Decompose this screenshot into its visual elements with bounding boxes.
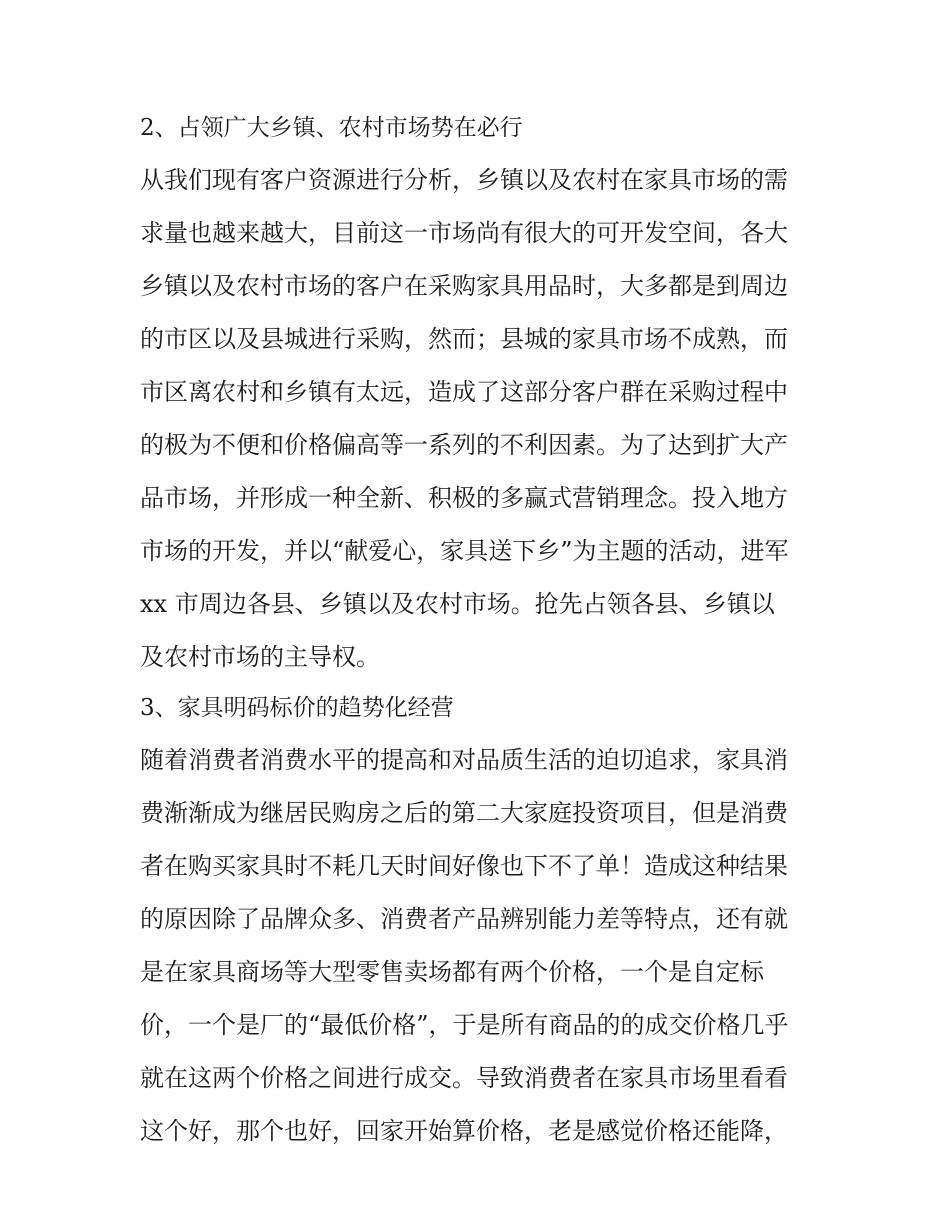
section-2-line: 求量也越来越大，目前这一市场尚有很大的可开发空间，各大 (140, 219, 788, 247)
section-2-line: 市区离农村和乡镇有太远，造成了这部分客户群在采购过程中 (140, 378, 788, 406)
section-2-heading: 2、占领广大乡镇、农村市场势在必行 (140, 115, 523, 141)
section-3-line: 费渐渐成为继居民购房之后的第二大家庭投资项目，但是消费 (140, 799, 788, 827)
section-3-line: 这个好，那个也好，回家开始算价格，老是感觉价格还能降， (140, 1117, 788, 1145)
section-3-line: 者在购买家具时不耗几天时间好像也下不了单！造成这种结果 (140, 852, 788, 880)
section-3-line: 价，一个是厂的“最低价格”，于是所有商品的的成交价格几乎 (140, 1011, 789, 1039)
section-3-line: 是在家具商场等大型零售卖场都有两个价格，一个是自定标 (140, 958, 764, 986)
section-2-line: 的极为不便和价格偏高等一系列的不利因素。为了达到扩大产 (140, 431, 788, 459)
section-3-line: 就在这两个价格之间进行成交。导致消费者在家具市场里看看 (140, 1064, 788, 1092)
section-3-line: 随着消费者消费水平的提高和对品质生活的迫切追求，家具消 (140, 746, 788, 774)
section-2-line: xx 市周边各县、乡镇以及农村市场。抢先占领各县、乡镇以 (140, 590, 775, 618)
section-2-line: 从我们现有客户资源进行分析，乡镇以及农村在家具市场的需 (140, 166, 788, 194)
section-2-line: 及农村市场的主导权。 (140, 643, 380, 671)
section-3-line: 的原因除了品牌众多、消费者产品辨别能力差等特点，还有就 (140, 905, 788, 933)
section-3-heading: 3、家具明码标价的趋势化经营 (140, 695, 454, 721)
section-2-line: 乡镇以及农村市场的客户在采购家具用品时，大多都是到周边 (140, 272, 788, 300)
section-2-line: 的市区以及县城进行采购，然而；县城的家具市场不成熟，而 (140, 325, 788, 353)
section-2-line: 市场的开发，并以“献爱心，家具送下乡”为主题的活动，进军 (140, 537, 789, 565)
section-2-line: 品市场，并形成一种全新、积极的多赢式营销理念。投入地方 (140, 484, 788, 512)
